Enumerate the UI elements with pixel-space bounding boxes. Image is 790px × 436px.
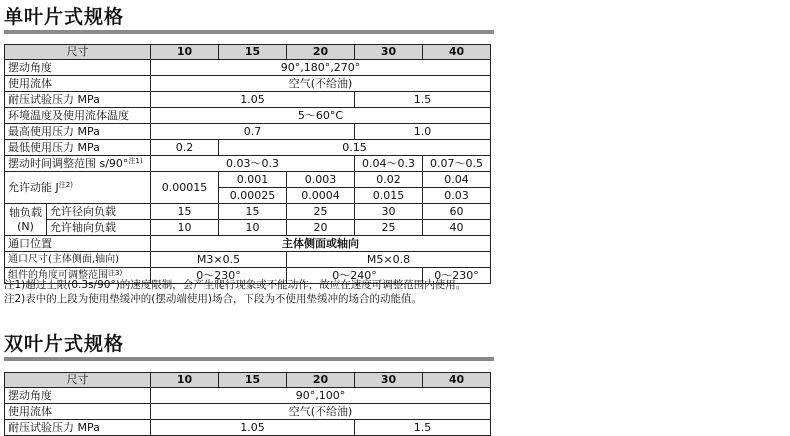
fluid-label: 使用流体 [5, 404, 151, 420]
max-pressure-label: 最高使用压力 MPa [5, 124, 151, 140]
table-row [5, 124, 491, 140]
port-position-label: 通口位置 [5, 236, 151, 252]
table-row [5, 60, 491, 76]
size-col-20: 20 [287, 45, 355, 60]
table-row [5, 92, 491, 108]
size-col-30: 30 [355, 45, 423, 60]
header-row [5, 45, 491, 60]
port-size-small: M3×0.5 [151, 252, 287, 268]
axial-load-15: 10 [219, 220, 287, 236]
kinetic-top-20: 0.003 [287, 172, 355, 188]
size-col-20: 20 [287, 373, 355, 388]
size-col-40: 40 [423, 373, 491, 388]
angle-range-small: 0～230° [151, 268, 287, 284]
temperature-value: 5～60°C [151, 108, 491, 124]
proof-pressure-small: 1.05 [151, 420, 355, 436]
kinetic-energy-label: 允许动能 $J^{注2)}$ [5, 172, 151, 204]
table-row [5, 252, 491, 268]
min-pressure-size10: 0.2 [151, 140, 219, 156]
size-col-15: 15 [219, 373, 287, 388]
axial-load-30: 25 [355, 220, 423, 236]
kinetic-top-30: 0.02 [355, 172, 423, 188]
swing-angle-label: 摆动角度 [5, 388, 151, 404]
table-row [5, 220, 491, 236]
table-row [5, 204, 491, 220]
double-vane-title: 双叶片式规格 [4, 333, 125, 355]
max-pressure-small: 0.7 [151, 124, 355, 140]
swing-time-size40: 0.07～0.5 [423, 156, 491, 172]
axial-load-10: 10 [151, 220, 219, 236]
note-3-marker: 注3) [108, 268, 123, 277]
size-col-10: 10 [151, 45, 219, 60]
kinetic-size10: 0.00015 [151, 172, 219, 204]
size-header: 尺寸 [5, 45, 151, 60]
proof-pressure-large: 1.5 [355, 420, 491, 436]
table-row [5, 236, 491, 252]
single-vane-title: 单叶片式规格 [4, 6, 125, 28]
max-pressure-large: 1.0 [355, 124, 491, 140]
swing-time-label: 摆动时间调整范围 s/90°$^{注1)}$ [5, 156, 151, 172]
temperature-label: 环境温度及使用流体温度 [5, 108, 151, 124]
proof-pressure-label: 耐压试验压力 MPa [5, 92, 151, 108]
fluid-value: 空气(不给油) [151, 404, 491, 420]
radial-load-label: 允许径向负载 [47, 204, 151, 220]
table-row [5, 172, 491, 188]
axial-load-40: 40 [423, 220, 491, 236]
fluid-value: 空气(不给油) [151, 76, 491, 92]
radial-load-30: 30 [355, 204, 423, 220]
axial-load-label: 允许轴向负载 [47, 220, 151, 236]
note-2-marker: 注2) [58, 180, 73, 189]
radial-load-15: 15 [219, 204, 287, 220]
swing-angle-value: 90°,180°,270° [151, 60, 491, 76]
shaft-load-label: 轴负载 (N) [5, 204, 47, 236]
axial-load-20: 20 [287, 220, 355, 236]
single-vane-spec-table [4, 44, 491, 284]
note-1-marker: 注1) [128, 156, 143, 165]
table-row [5, 76, 491, 92]
table-row [5, 404, 491, 420]
table-row [5, 108, 491, 124]
size-header: 尺寸 [5, 373, 151, 388]
radial-load-40: 60 [423, 204, 491, 220]
proof-pressure-small: 1.05 [151, 92, 355, 108]
double-vane-spec-table [4, 372, 491, 436]
proof-pressure-label: 耐压试验压力 MPa [5, 420, 151, 436]
kinetic-bottom-40: 0.03 [423, 188, 491, 204]
size-col-10: 10 [151, 373, 219, 388]
angle-range-mid: 0～240° [287, 268, 423, 284]
min-pressure-others: 0.15 [219, 140, 491, 156]
swing-angle-value: 90°,100° [151, 388, 491, 404]
port-position-value: 主体侧面或轴向 [151, 236, 491, 252]
proof-pressure-large: 1.5 [355, 92, 491, 108]
table-row [5, 140, 491, 156]
kinetic-bottom-20: 0.0004 [287, 188, 355, 204]
shaft-load-unit: (N) [17, 219, 34, 233]
table-row [5, 388, 491, 404]
swing-time-size30: 0.04～0.3 [355, 156, 423, 172]
size-col-15: 15 [219, 45, 287, 60]
size-col-40: 40 [423, 45, 491, 60]
radial-load-10: 15 [151, 204, 219, 220]
kinetic-bottom-15: 0.00025 [219, 188, 287, 204]
single-vane-title-rule [4, 30, 494, 34]
kinetic-top-15: 0.001 [219, 172, 287, 188]
table-row [5, 420, 491, 436]
port-size-large: M5×0.8 [287, 252, 491, 268]
port-size-label: 通口尺寸(主体侧面,轴向) [5, 252, 151, 268]
min-pressure-label: 最低使用压力 MPa [5, 140, 151, 156]
footnotes [4, 278, 524, 306]
swing-angle-label: 摆动角度 [5, 60, 151, 76]
radial-load-20: 25 [287, 204, 355, 220]
footnote-2: 注2)表中的上段为使用垫缓冲的(摆动端使用)场合，下段为不使用垫缓冲的场合的动能值。 [4, 293, 422, 305]
size-col-30: 30 [355, 373, 423, 388]
kinetic-top-40: 0.04 [423, 172, 491, 188]
angle-range-label: 组件的角度可调整范围$^{注3)}$ [5, 268, 151, 284]
angle-range-size40: 0～230° [423, 268, 491, 284]
footnote-1: 注1)超过上限(0.3s/90°)的速度限制，会产生爬行现象或不能动作，故应在速度可调整范围内使用。 [4, 279, 467, 291]
kinetic-bottom-30: 0.015 [355, 188, 423, 204]
table-row [5, 156, 491, 172]
fluid-label: 使用流体 [5, 76, 151, 92]
header-row [5, 373, 491, 388]
double-vane-title-rule [4, 357, 494, 361]
swing-time-small: 0.03～0.3 [151, 156, 355, 172]
